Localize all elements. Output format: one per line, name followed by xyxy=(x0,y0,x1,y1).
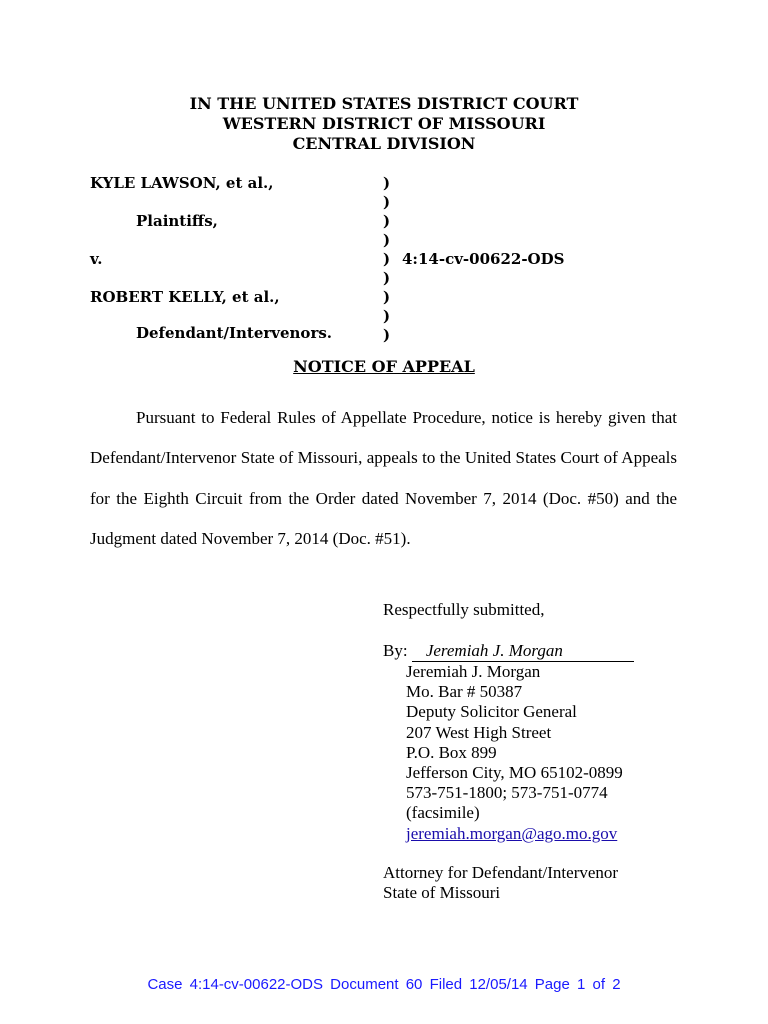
court-caption xyxy=(0,94,768,154)
attorney-for-line1: Attorney for Defendant/Intervenor xyxy=(383,863,619,882)
paren: ) xyxy=(383,250,391,268)
notice-body xyxy=(90,398,677,559)
po-box: P.O. Box 899 xyxy=(406,742,497,762)
paren: ) xyxy=(383,212,391,230)
plaintiff-role: Plaintiffs, xyxy=(136,212,218,230)
attorney-name: Jeremiah J. Morgan xyxy=(406,662,541,681)
paren: ) xyxy=(383,326,391,344)
attorney-for-line2: State of Missouri xyxy=(383,883,501,902)
closing: Respectfully submitted, xyxy=(383,600,545,619)
case-number: 4:14-cv-00622-ODS xyxy=(402,250,565,268)
signature-line xyxy=(383,641,634,662)
court-name: IN THE UNITED STATES DISTRICT COURT xyxy=(189,94,579,113)
paren: ) xyxy=(383,269,391,287)
city-state-zip: Jefferson City, MO 65102-0899 xyxy=(406,762,623,782)
attorney-title: Deputy Solicitor General xyxy=(406,702,577,722)
defendant-role: Defendant/Intervenors. xyxy=(136,324,333,342)
facsimile-label: (facsimile) xyxy=(406,803,480,823)
caption-parentheses xyxy=(383,174,390,345)
phone-numbers: 573-751-1800; 573-751-0774 xyxy=(406,783,608,803)
signed-name: Jeremiah J. Morgan xyxy=(412,641,634,662)
defendant-name: ROBERT KELLY, et al., xyxy=(90,288,280,306)
attorney-info-block xyxy=(406,662,623,844)
notice-paragraph: Pursuant to Federal Rules of Appellate Procedure, notice is hereby given that Defendant/Intervenor State of Missouri, appeals to the United States Court of Appeals for the Eighth Circuit from the Order dated November 7, 2014 (Doc. #50) and the Judgment dated November 7, 2014 (Doc. #51). xyxy=(90,408,677,548)
paren: ) xyxy=(383,193,391,211)
page-footer: Case 4:14-cv-00622-ODS Document 60 Filed 12/05/14 Page 1 of 2 xyxy=(147,976,621,993)
versus-label: v. xyxy=(90,250,103,268)
bar-number: Mo. Bar # 50387 xyxy=(406,682,523,702)
paren: ) xyxy=(383,174,391,192)
street-address: 207 West High Street xyxy=(406,722,552,742)
paren: ) xyxy=(383,288,391,306)
notice-title: NOTICE OF APPEAL xyxy=(293,357,475,376)
paren: ) xyxy=(383,231,391,249)
division-name: CENTRAL DIVISION xyxy=(292,134,476,153)
paren: ) xyxy=(383,307,391,325)
district-name: WESTERN DISTRICT OF MISSOURI xyxy=(222,114,546,133)
plaintiff-name: KYLE LAWSON, et al., xyxy=(90,174,274,192)
by-label: By: xyxy=(383,641,408,660)
email-link[interactable]: jeremiah.morgan@ago.mo.gov xyxy=(406,823,618,843)
